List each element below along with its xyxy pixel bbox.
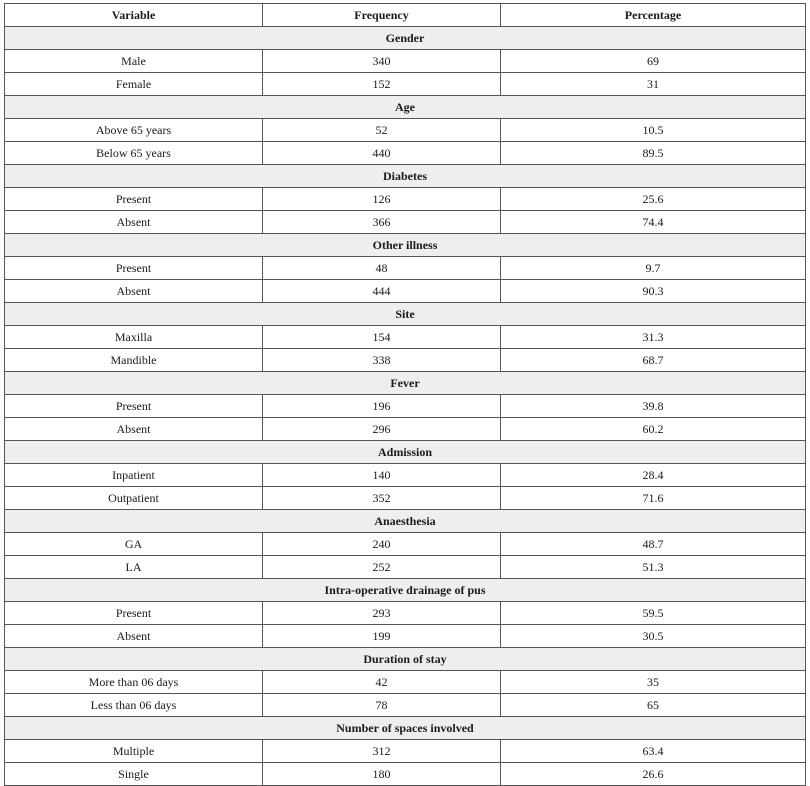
group-header-row [5,27,806,50]
table-row [5,119,806,142]
variable-cell: Absent [5,211,263,234]
table-row [5,50,806,73]
percentage-cell: 65 [501,694,806,717]
variable-cell: Above 65 years [5,119,263,142]
variable-cell: Mandible [5,349,263,372]
frequency-cell: 252 [263,556,501,579]
group-header-row [5,717,806,740]
group-header-row [5,303,806,326]
frequency-cell: 42 [263,671,501,694]
column-header-frequency: Frequency [263,4,501,27]
percentage-cell: 63.4 [501,740,806,763]
percentage-cell: 74.4 [501,211,806,234]
table-row [5,464,806,487]
table-body [5,27,806,786]
group-title: Site [5,303,806,326]
table-row [5,211,806,234]
percentage-cell: 60.2 [501,418,806,441]
frequency-cell: 154 [263,326,501,349]
variable-cell: Present [5,257,263,280]
group-header-row [5,441,806,464]
group-title: Fever [5,372,806,395]
variable-cell: Maxilla [5,326,263,349]
variable-cell: Absent [5,418,263,441]
group-header-row [5,234,806,257]
frequency-cell: 48 [263,257,501,280]
percentage-cell: 51.3 [501,556,806,579]
column-header-variable: Variable [5,4,263,27]
percentage-cell: 9.7 [501,257,806,280]
frequency-cell: 140 [263,464,501,487]
percentage-cell: 10.5 [501,119,806,142]
variable-cell: Present [5,602,263,625]
percentage-cell: 35 [501,671,806,694]
table-row [5,280,806,303]
table-row [5,625,806,648]
percentage-cell: 30.5 [501,625,806,648]
frequency-cell: 180 [263,763,501,786]
percentage-cell: 48.7 [501,533,806,556]
frequency-cell: 340 [263,50,501,73]
percentage-cell: 39.8 [501,395,806,418]
variable-cell: More than 06 days [5,671,263,694]
frequency-cell: 196 [263,395,501,418]
frequency-cell: 199 [263,625,501,648]
variable-cell: Inpatient [5,464,263,487]
group-title: Intra-operative drainage of pus [5,579,806,602]
variable-cell: Male [5,50,263,73]
frequency-cell: 240 [263,533,501,556]
variable-cell: GA [5,533,263,556]
frequency-cell: 52 [263,119,501,142]
table-row [5,418,806,441]
percentage-cell: 31.3 [501,326,806,349]
frequency-cell: 366 [263,211,501,234]
variable-cell: Single [5,763,263,786]
frequency-cell: 152 [263,73,501,96]
percentage-cell: 89.5 [501,142,806,165]
variable-cell: Female [5,73,263,96]
table-row [5,257,806,280]
table-row [5,326,806,349]
group-title: Duration of stay [5,648,806,671]
group-title: Other illness [5,234,806,257]
group-title: Admission [5,441,806,464]
percentage-cell: 69 [501,50,806,73]
variable-cell: Outpatient [5,487,263,510]
frequency-cell: 126 [263,188,501,211]
variable-cell: Absent [5,280,263,303]
variable-cell: Below 65 years [5,142,263,165]
group-title: Diabetes [5,165,806,188]
group-header-row [5,372,806,395]
group-title: Gender [5,27,806,50]
group-title: Number of spaces involved [5,717,806,740]
frequency-cell: 312 [263,740,501,763]
column-header-percentage: Percentage [501,4,806,27]
frequency-cell: 338 [263,349,501,372]
table-row [5,763,806,786]
table-row [5,694,806,717]
frequency-cell: 296 [263,418,501,441]
table-row [5,487,806,510]
group-header-row [5,510,806,533]
frequency-cell: 78 [263,694,501,717]
percentage-cell: 31 [501,73,806,96]
table-row [5,740,806,763]
table-row [5,188,806,211]
percentage-cell: 90.3 [501,280,806,303]
group-title: Age [5,96,806,119]
group-header-row [5,165,806,188]
percentage-cell: 26.6 [501,763,806,786]
variable-cell: LA [5,556,263,579]
frequency-cell: 293 [263,602,501,625]
table-row [5,349,806,372]
variable-cell: Less than 06 days [5,694,263,717]
percentage-cell: 68.7 [501,349,806,372]
variable-cell: Present [5,188,263,211]
group-header-row [5,96,806,119]
header-row [5,4,806,27]
table-row [5,395,806,418]
table-row [5,533,806,556]
table-row [5,73,806,96]
frequency-cell: 352 [263,487,501,510]
percentage-cell: 25.6 [501,188,806,211]
group-header-row [5,648,806,671]
group-header-row [5,579,806,602]
data-table [4,3,806,786]
percentage-cell: 71.6 [501,487,806,510]
variable-cell: Present [5,395,263,418]
percentage-cell: 59.5 [501,602,806,625]
group-title: Anaesthesia [5,510,806,533]
frequency-cell: 444 [263,280,501,303]
table-row [5,602,806,625]
frequency-cell: 440 [263,142,501,165]
variable-cell: Multiple [5,740,263,763]
percentage-cell: 28.4 [501,464,806,487]
variable-cell: Absent [5,625,263,648]
table-row [5,671,806,694]
table-row [5,142,806,165]
table-row [5,556,806,579]
